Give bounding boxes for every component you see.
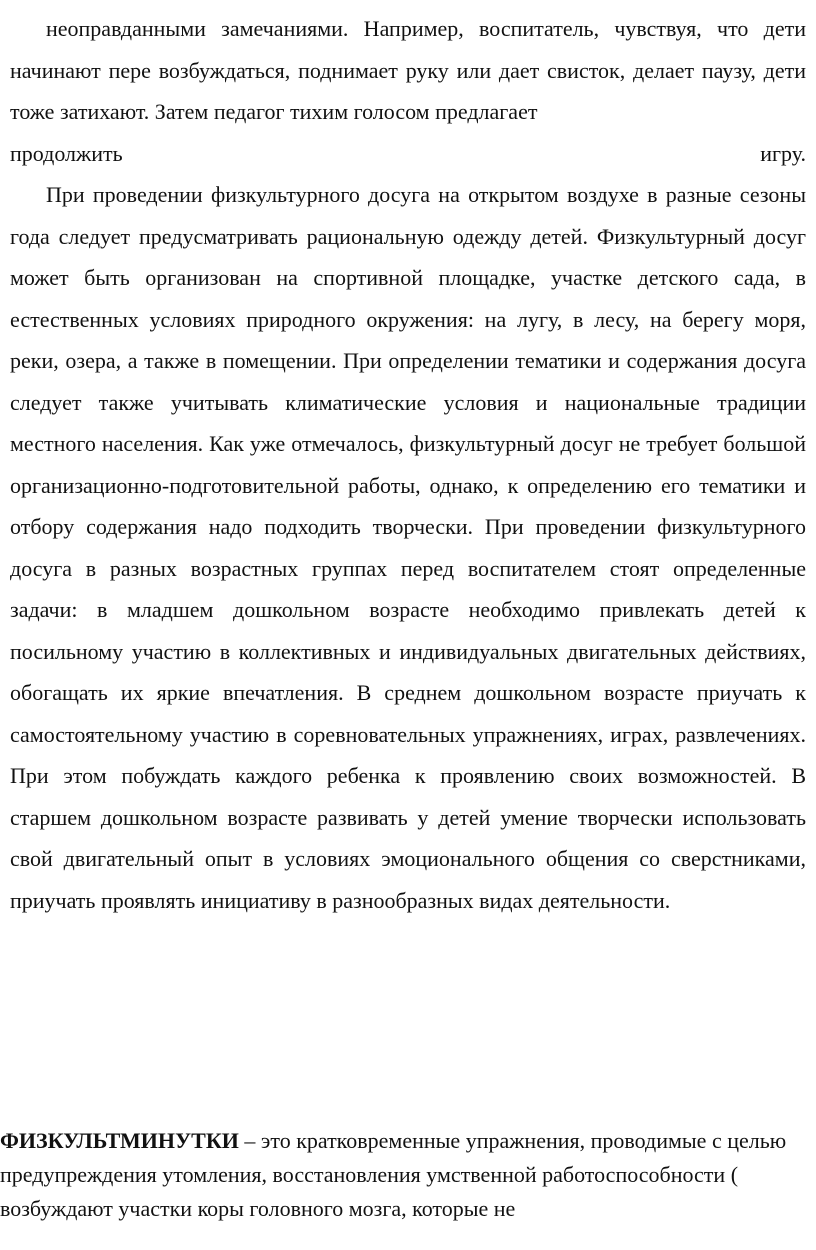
definition-text: – это кратковременные упражнения, проводимые с целью предупреждения утомления, восстановления умственной работоспособности ( возбуждают участки коры головного мозга, которые не	[0, 1128, 787, 1221]
intro-end-left: продолжить	[10, 140, 123, 166]
definition-term: ФИЗКУЛЬТМИНУТКИ	[0, 1128, 239, 1153]
body-text	[10, 8, 806, 921]
paragraph-intro: неоправданными замечаниями. Например, воспитатель, чувствуя, что дети начинают пере возбуждаться, поднимает руку или дает свисток, делает паузу, дети тоже затихают. Затем педагог тихим голосом предлагает	[10, 16, 806, 124]
definition-paragraph	[0, 1124, 816, 1226]
paragraph-main: При проведении физкультурного досуга на открытом воздухе в разные сезоны года следует предусматривать рациональную одежду детей. Физкультурный досуг может быть организован на спортивной площадке, участке детского сада, в естественных условиях природного окружения: на лугу, в лесу, на берегу моря, реки, озера, а также в помещении. При определении тематики и содержания досуга следует также учитывать климатические условия и национальные традиции местного населения. Как уже отмечалось, физкультурный досуг не требует большой организационно-подготовительной работы, однако, к определению его тематики и отбору содержания надо подходить творчески. При проведении физкультурного досуга в разных возрастных группах перед воспитателем стоят определенные задачи: в младшем дошкольном возрасте необходимо привлекать детей к посильному участию в коллективных и индивидуальных двигательных действиях, обогащать их яркие впечатления. В среднем дошкольном возрасте приучать к самостоятельному участию в соревновательных упражнениях, играх, развлечениях. При этом побуждать каждого ребенка к проявлению своих возможностей. В старшем дошкольном возрасте развивать у детей умение творчески использовать свой двигательный опыт в условиях эмоционального общения со сверстниками, приучать проявлять инициативу в разнообразных видах деятельности.	[10, 182, 806, 913]
intro-end-right: игру.	[760, 140, 806, 166]
paragraph-intro-end	[10, 133, 806, 175]
